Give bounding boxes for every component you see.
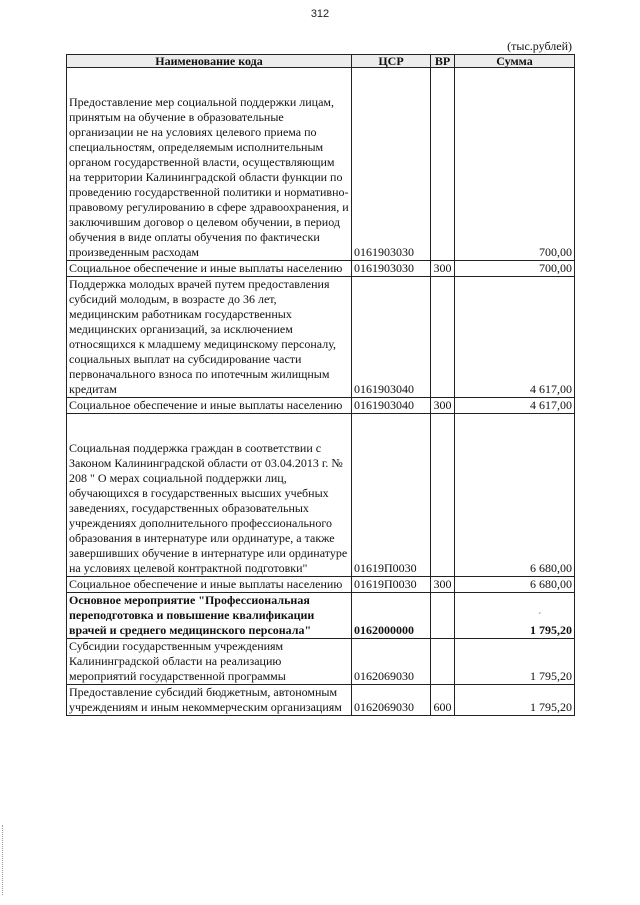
row-sum: 1 795,20 [455,593,575,639]
row-sum: 700,00 [455,68,575,261]
table-row [67,277,575,398]
row-csr: 0161903040 [352,398,431,414]
row-sum: 4 617,00 [455,277,575,398]
row-csr: 0162000000 [352,593,431,639]
table-header-row [67,55,575,68]
page-number: 312 [310,8,330,20]
row-name-cell [67,414,352,577]
row-name: Социальное обеспечение и иные выплаты населению [67,398,352,414]
row-sum: 6 680,00 [455,577,575,593]
row-sum: 4 617,00 [455,398,575,414]
margin-dots [2,825,5,895]
table-row [67,685,575,716]
row-name: Поддержка молодых врачей путем предоставления субсидий молодым, в возрасте до 36 лет, медицинским работникам государственных медицинских организаций, за исключением относящихся к младшему медицинскому персоналу, социальных выплат на субсидирование части первоначального взноса по ипотечным жилищным кредитам [67,277,352,398]
table-row [67,398,575,414]
row-sum: 1 795,20 [455,639,575,685]
row-csr: 0161903030 [352,68,431,261]
row-csr: 0161903030 [352,261,431,277]
row-vr [431,277,455,398]
row-name: Предоставление субсидий бюджетным, автономным учреждениям и иным некоммерческим организациям [67,685,352,716]
table-row [67,414,575,577]
row-name: Предоставление мер социальной поддержки лицам, принятым на обучение в образовательные организации не на условиях целевого приема по специальностям, определяемым исполнительным органом государственной власти, осуществляющим на территории Калининградской области функции по проведению государственной политики и нормативно-правовому регулированию в сфере здравоохранения, и заключившим договор о целевом обучении, в период обучения в виде оплаты обучения по фактически произведенным расходам [69,95,349,259]
header-sum: Сумма [455,55,575,68]
row-vr: 300 [431,577,455,593]
header-vr: ВР [431,55,455,68]
units-label: (тыс.рублей) [507,39,572,53]
row-vr [431,414,455,577]
row-csr: 0162069030 [352,639,431,685]
row-name: Субсидии государственным учреждениям Калининградской области на реализацию мероприятий государственной программы [67,639,352,685]
table-row [67,639,575,685]
row-vr: 300 [431,398,455,414]
row-name-cell [67,68,352,261]
row-sum: 6 680,00 [455,414,575,577]
row-vr [431,68,455,261]
header-csr: ЦСР [352,55,431,68]
row-csr: 01619П0030 [352,414,431,577]
table-row-bold [67,593,575,639]
row-name: Социальная поддержка граждан в соответствии с Законом Калининградской области от 03.04.2013 г. № 208 " О мерах социальной поддержки лиц, обучающихся в государственных высших учебных заведениях, государственных образовательных учреждениях дополнительного профессионального образования в интернатуре или ординатуре, а также завершивших обучение в интернатуре или ординатуре на условиях целевой контрактной подготовки" [69,441,348,575]
budget-table [66,54,575,716]
row-sum: 1 795,20 [455,685,575,716]
row-vr [431,639,455,685]
row-vr [431,593,455,639]
table-row [67,68,575,261]
row-name: Социальное обеспечение и иные выплаты населению [67,577,352,593]
scan-mark: ˊ [538,612,542,623]
row-vr: 300 [431,261,455,277]
row-name: Социальное обеспечение и иные выплаты населению [67,261,352,277]
row-name: Основное мероприятие "Профессиональная переподготовка и повышение квалификации врачей и среднего медицинского персонала" [67,593,352,639]
table-row [67,261,575,277]
row-vr: 600 [431,685,455,716]
row-csr: 01619П0030 [352,577,431,593]
row-sum: 700,00 [455,261,575,277]
table-row [67,577,575,593]
row-csr: 0162069030 [352,685,431,716]
row-csr: 0161903040 [352,277,431,398]
header-name: Наименование кода [67,55,352,68]
